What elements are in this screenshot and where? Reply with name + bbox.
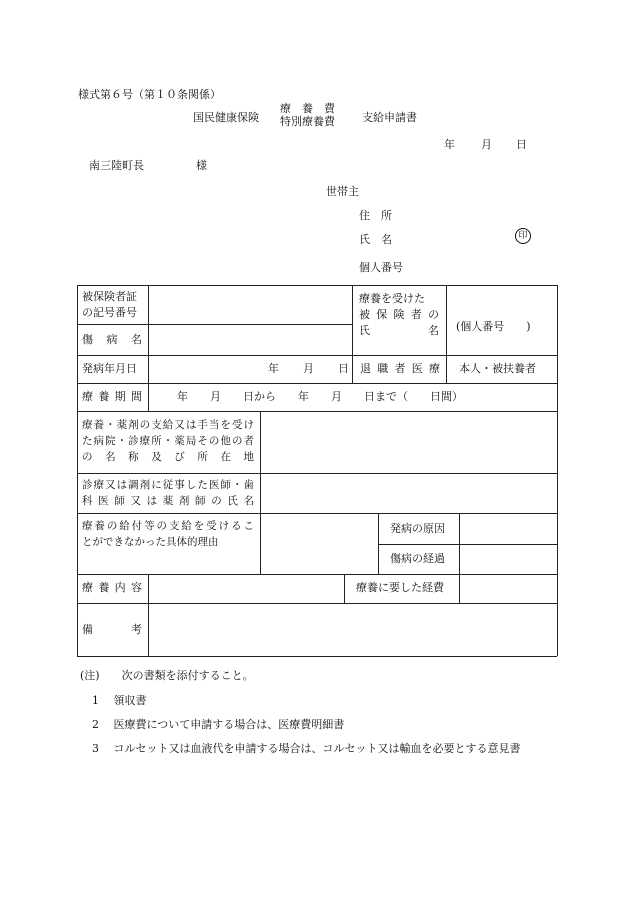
row-divider <box>77 383 557 384</box>
reason-field[interactable] <box>261 514 377 573</box>
remarks-label: 備 考 <box>82 623 142 636</box>
facility-label-line1: 療養・薬剤の支給又は手当を受け <box>82 419 254 431</box>
course-field[interactable] <box>460 545 556 573</box>
facility-label <box>82 417 254 465</box>
address-label: 住 所 <box>359 209 392 222</box>
doctor-field[interactable] <box>261 474 556 512</box>
col-divider <box>446 285 447 383</box>
illness-field[interactable] <box>149 325 351 354</box>
notes-item-2: 2 医療費について申請する場合は、医療費明細書 <box>92 718 345 731</box>
mynumber-label: 個人番号 <box>359 261 403 274</box>
remarks-field[interactable] <box>149 604 556 655</box>
patient-mynumber: (個人番号 ) <box>456 320 531 333</box>
title-options <box>280 102 335 128</box>
treatment-label: 療養内容 <box>82 581 142 594</box>
onset-day: 日 <box>338 362 349 375</box>
retiree-label: 退職者医療 <box>360 362 440 375</box>
onset-year: 年 <box>268 362 279 375</box>
reason-label-line2: とができなかった具体的理由 <box>82 536 219 548</box>
illness-label: 傷 病 名 <box>82 333 142 346</box>
addressee-honorific: 様 <box>196 159 207 172</box>
insured-id-field[interactable] <box>149 286 351 323</box>
doctor-label <box>82 477 254 509</box>
name-label: 氏 名 <box>359 233 392 246</box>
col-divider <box>378 513 379 574</box>
treatment-field[interactable] <box>149 575 343 602</box>
cost-label: 療養に要した経費 <box>356 581 444 594</box>
date-month-label: 月 <box>481 138 492 151</box>
addressee: 南三陸町長 <box>89 159 144 172</box>
reason-label-line1: 療養の給付等の支給を受けるこ <box>82 520 254 532</box>
col-divider <box>352 285 353 383</box>
facility-field[interactable] <box>261 412 556 472</box>
date-year-label: 年 <box>444 138 455 151</box>
title-option-ryoyohi: 療 養 費 <box>280 102 335 115</box>
patient-label-line1: 療養を受けた <box>359 292 425 305</box>
patient-label <box>359 291 439 339</box>
doctor-label-line1: 診療又は調剤に従事した医師・歯 <box>82 479 254 491</box>
facility-label-line2: た病院・診療所・薬局その他の者 <box>82 435 254 447</box>
householder-label: 世帯主 <box>326 185 359 198</box>
insured-id-label <box>82 289 137 321</box>
insured-id-label-line1: 被保険者証 <box>82 290 137 303</box>
col-divider <box>344 574 345 603</box>
title-option-tokubetsu: 特別療養費 <box>280 115 335 128</box>
patient-label-line2: 被保険者の <box>359 308 439 321</box>
title-suffix: 支給申請書 <box>362 111 417 124</box>
row-divider <box>77 355 557 356</box>
period-text[interactable]: 年 月 日から 年 月 日まで（ 日間） <box>177 390 463 403</box>
course-label: 傷病の経過 <box>390 552 445 565</box>
doctor-label-line2: 科医師又は薬剤師の氏名 <box>82 495 254 507</box>
notes-item-1: 1 領収書 <box>92 694 147 707</box>
facility-label-line3: の名称及び所在地 <box>82 451 254 463</box>
form-number: 様式第６号（第１０条関係） <box>78 88 221 101</box>
insured-id-label-line2: の記号番号 <box>82 306 137 319</box>
notes-item-3: 3 コルセット又は血液代を申請する場合は、コルセット又は輸血を必要とする意見書 <box>92 742 521 755</box>
title-prefix: 国民健康保険 <box>193 111 259 124</box>
insured-type[interactable]: 本人・被扶養者 <box>459 362 536 375</box>
date-day-label: 日 <box>516 138 527 151</box>
onset-month: 月 <box>303 362 314 375</box>
reason-label <box>82 518 254 550</box>
table-border-bottom <box>77 656 557 657</box>
seal-mark: 印 <box>515 228 531 244</box>
onset-label: 発病年月日 <box>82 362 137 375</box>
period-label: 療養期間 <box>82 390 142 403</box>
cause-label: 発病の原因 <box>390 522 445 535</box>
cause-field[interactable] <box>460 514 556 543</box>
table-border-right <box>557 285 558 656</box>
table-border-left <box>77 285 78 656</box>
notes-lead: (注) 次の書類を添付すること。 <box>80 669 254 682</box>
cost-field[interactable] <box>460 575 556 602</box>
patient-label-line3: 氏 名 <box>359 324 439 337</box>
